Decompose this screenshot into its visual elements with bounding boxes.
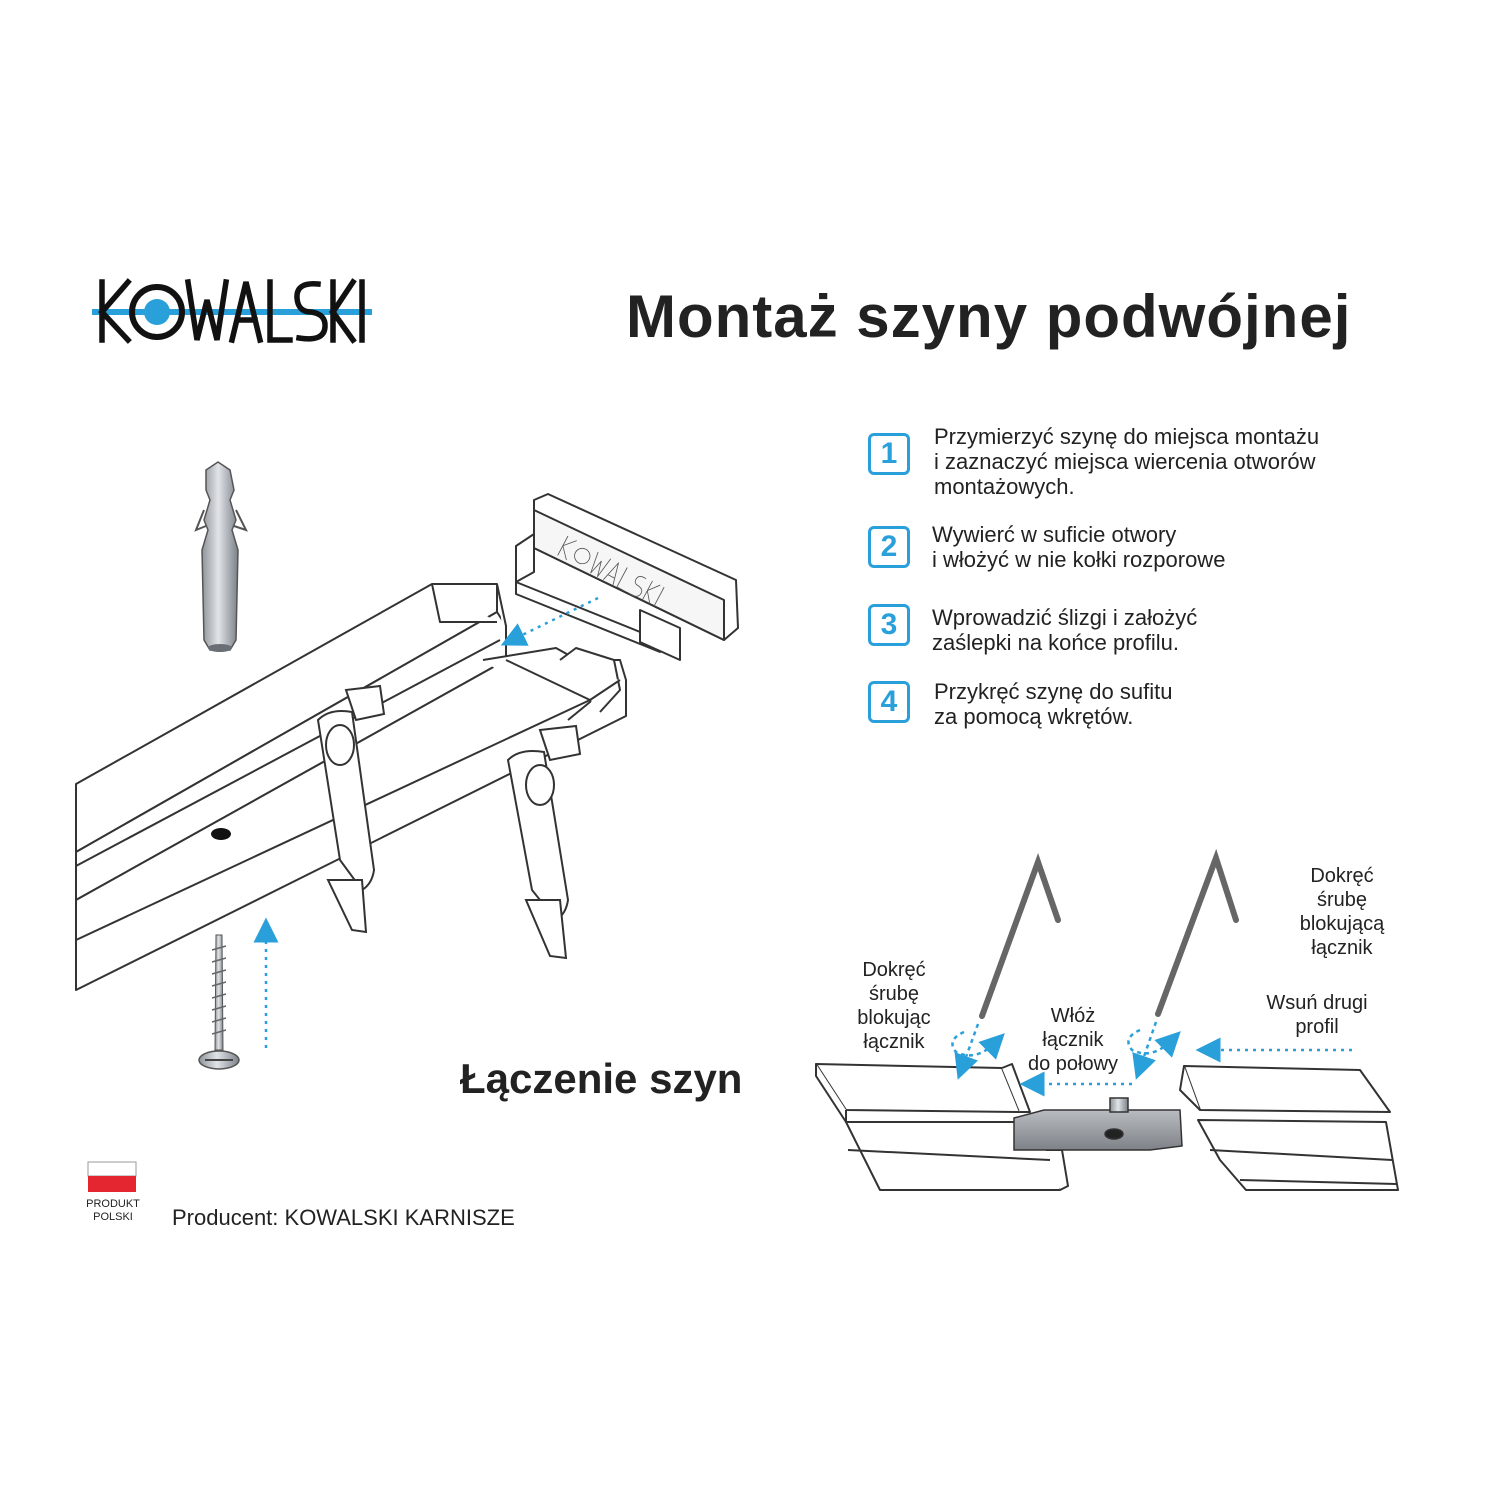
annotation-insert-connector: Włóż łącznik do połowy xyxy=(1027,1005,1119,1075)
connector-icon xyxy=(1014,1098,1182,1150)
step-number: 1 xyxy=(868,433,910,475)
step-number: 2 xyxy=(868,526,910,568)
polish-flag-icon xyxy=(88,1162,136,1192)
page-title: Montaż szyny podwójnej xyxy=(626,283,1352,350)
step-text: Przykręć szynę do sufitu za pomocą wkrętów. xyxy=(934,679,1173,729)
step-number: 3 xyxy=(868,604,910,646)
annotation-slide-profile: Wsuń drugi profil xyxy=(1266,992,1368,1038)
allen-key-icon xyxy=(982,862,1058,1016)
mounting-hole xyxy=(211,828,231,840)
end-cap-icon xyxy=(516,494,738,660)
section-title: Łączenie szyn xyxy=(460,1055,743,1102)
allen-key-icon xyxy=(1158,858,1236,1014)
annotation-left-screw: Dokręć śrubę blokując łącznik xyxy=(857,959,931,1053)
step-text: Wywierć w suficie otwory i włożyć w nie kołki rozporowe xyxy=(932,522,1226,572)
step-text: Przymierzyć szynę do miejsca montażu i zaznaczyć miejsca wiercenia otworów montażowych. xyxy=(934,424,1320,499)
screw-icon xyxy=(199,935,239,1069)
step-number: 4 xyxy=(868,681,910,723)
produkt-polski-badge: PRODUKT POLSKI xyxy=(86,1198,140,1223)
right-rail-segment xyxy=(1180,1066,1398,1190)
glider-icon xyxy=(508,726,580,958)
producer-text: Producent: KOWALSKI KARNISZE xyxy=(172,1205,515,1230)
rotate-icon xyxy=(1128,1022,1172,1068)
step-text: Wprowadzić ślizgi i założyć zaślepki na końce profilu. xyxy=(932,605,1198,655)
rotate-icon xyxy=(952,1024,996,1068)
wall-plug-icon xyxy=(196,462,246,652)
annotation-right-screw: Dokręć śrubę blokującą łącznik xyxy=(1299,865,1385,959)
kowalski-logo xyxy=(92,282,372,340)
